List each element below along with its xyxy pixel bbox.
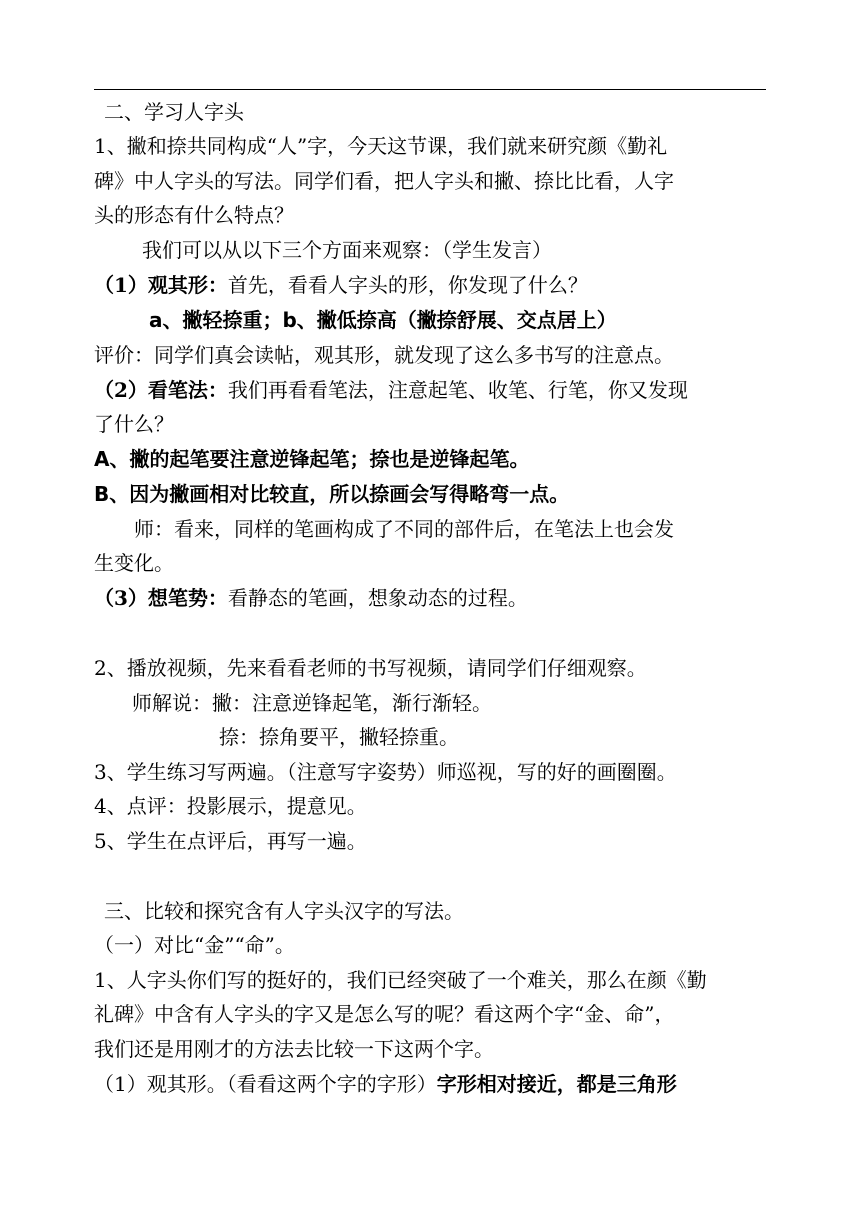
paragraph-line xyxy=(94,373,766,407)
paragraph-line: 5、学生在点评后，再写一遍。 xyxy=(94,829,367,853)
paragraph-line: 捺：捺角要平，撇轻捺重。 xyxy=(219,725,459,749)
header-rule xyxy=(94,89,766,90)
paragraph-text: 看静态的笔画，想象动态的过程。 xyxy=(227,586,528,610)
paragraph-line: 礼碑》中含有人字头的字又是怎么写的呢？看这两个字“金、命”， xyxy=(94,1002,675,1026)
paragraph-line: 师解说：撇：注意逆锋起笔，渐行渐轻。 xyxy=(132,691,492,715)
paragraph-line: 1、人字头你们写的挺好的，我们已经突破了一个难关，那么在颜《勤 xyxy=(94,968,707,992)
paragraph-line: 4、点评：投影展示，提意见。 xyxy=(94,794,367,818)
section-heading-3: 三、比较和探究含有人字头汉字的写法。 xyxy=(104,899,464,923)
paragraph-line: 了什么？ xyxy=(94,412,174,436)
paragraph-line: 生变化。 xyxy=(94,551,174,575)
label-observe-shape: （1）观其形： xyxy=(94,273,228,297)
paragraph-line: 我们还是用刚才的方法去比较一下这两个字。 xyxy=(94,1037,494,1061)
paragraph-line: 1、撇和捺共同构成“人”字，今天这节课，我们就来研究颜《勤礼 xyxy=(94,134,668,158)
label-brush-momentum: （3）想笔势： xyxy=(94,586,228,610)
emphasis-line: a、撇轻捺重；b、撇低捺高（撇捺舒展、交点居上） xyxy=(149,308,617,332)
paragraph-line: 师：看来，同样的笔画构成了不同的部件后，在笔法上也会发 xyxy=(134,517,674,541)
emphasis-line: B、因为撇画相对比较直，所以捺画会写得略弯一点。 xyxy=(94,482,570,506)
paragraph-line: 我们可以从以下三个方面来观察：（学生发言） xyxy=(142,238,552,262)
paragraph-line: 3、学生练习写两遍。（注意写字姿势）师巡视，写的好的画圈圈。 xyxy=(94,760,677,784)
section-heading-2: 二、学习人字头 xyxy=(104,100,244,124)
paragraph-line: 评价：同学们真会读帖，观其形，就发现了这么多书写的注意点。 xyxy=(94,343,674,367)
emphasis-text: 字形相对接近，都是三角形 xyxy=(436,1072,677,1096)
paragraph-line xyxy=(94,581,766,615)
paragraph-text: 首先，看看人字头的形，你发现了什么？ xyxy=(227,273,588,297)
label-brush-method: （2）看笔法： xyxy=(94,378,228,402)
paragraph-line: 2、播放视频，先来看看老师的书写视频，请同学们仔细观察。 xyxy=(94,656,647,680)
paragraph-line xyxy=(94,1067,766,1101)
paragraph-line: （一）对比“金”“命”。 xyxy=(94,933,295,957)
paragraph-text: 我们再看看笔法，注意起笔、收笔、行笔，你又发现 xyxy=(227,378,688,402)
paragraph-text: （1）观其形。（看看这两个字的字形） xyxy=(94,1072,437,1096)
paragraph-line: 头的形态有什么特点？ xyxy=(94,203,294,227)
paragraph-line xyxy=(94,268,766,302)
emphasis-line: A、撇的起笔要注意逆锋起笔；捺也是逆锋起笔。 xyxy=(94,447,530,471)
paragraph-line: 碑》中人字头的写法。同学们看，把人字头和撇、捺比比看，人字 xyxy=(94,169,674,193)
